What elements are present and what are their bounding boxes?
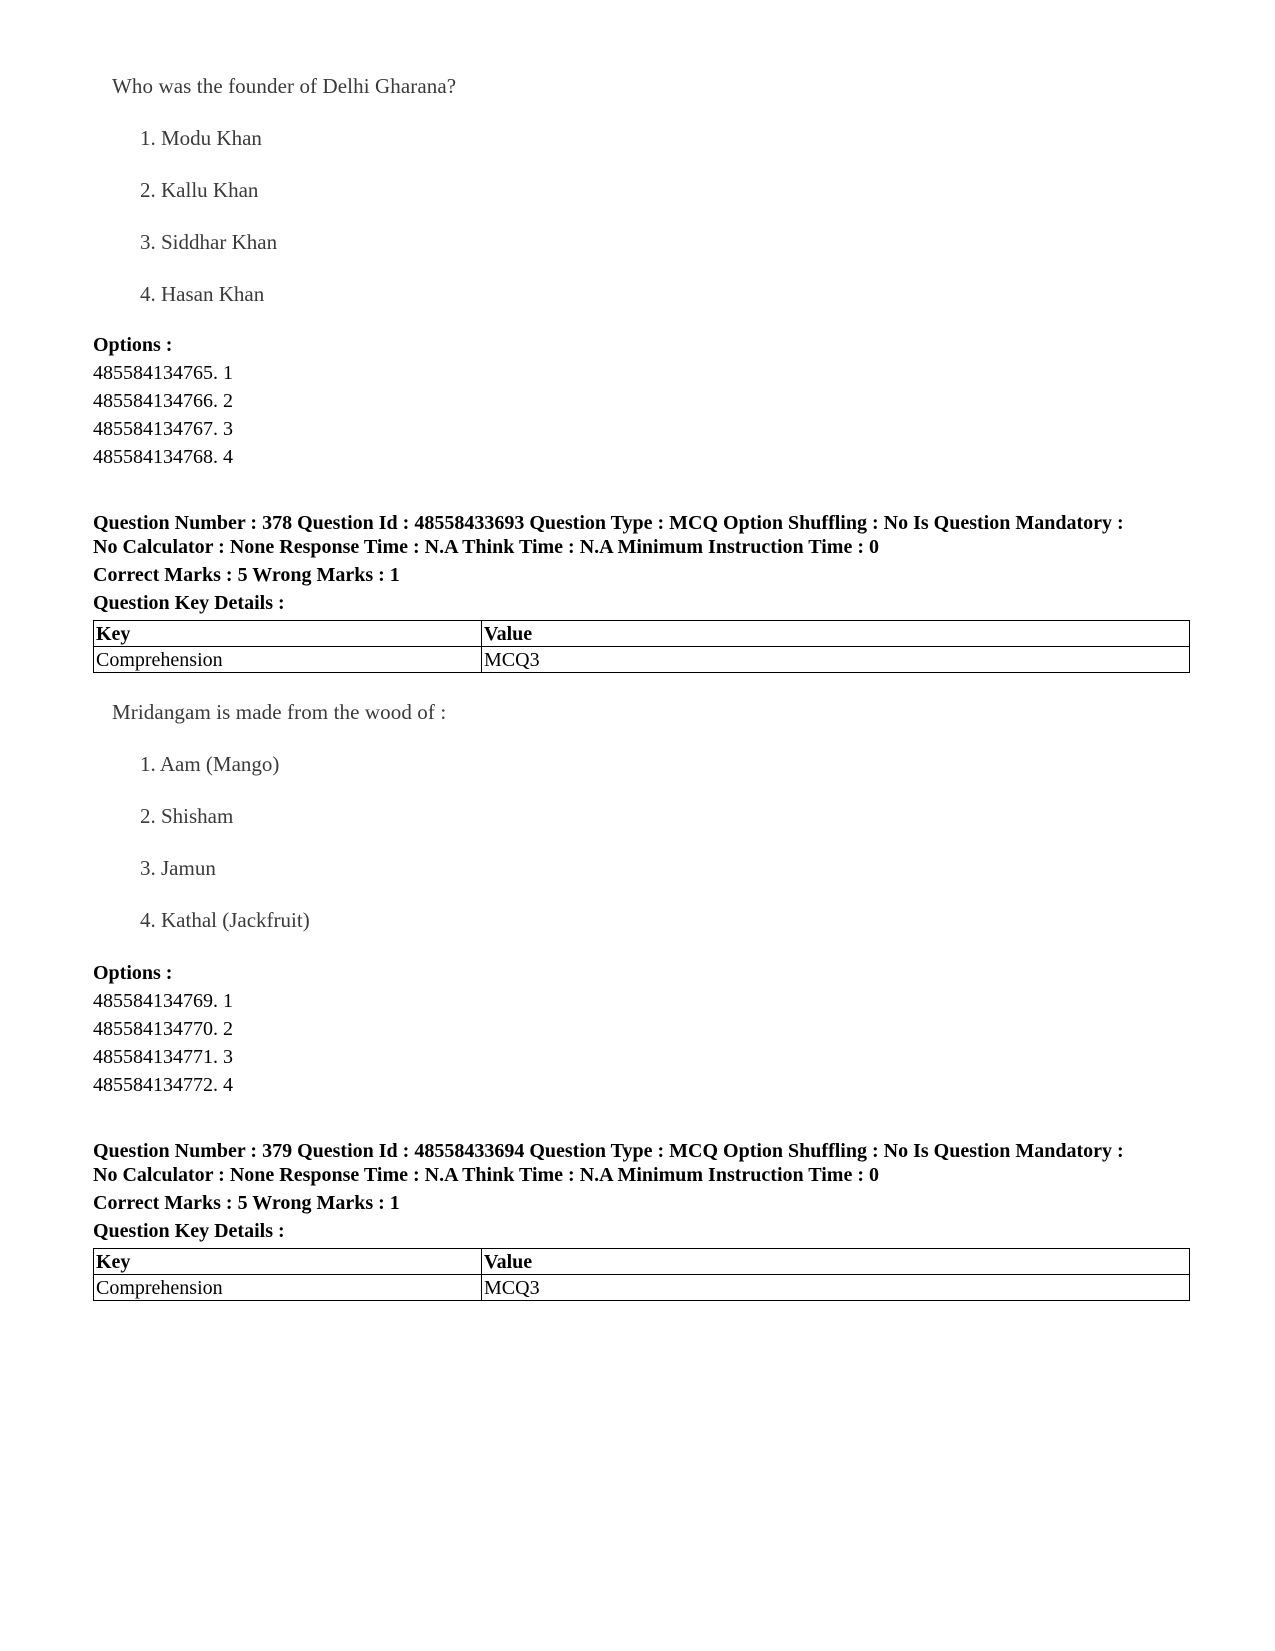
choice-4: 4. Kathal (Jackfruit): [140, 908, 310, 932]
choice-4: 4. Hasan Khan: [140, 282, 265, 306]
table-row: [94, 647, 1190, 673]
question-meta-line-2: No Calculator : None Response Time : N.A Think Time : N.A Minimum Instruction Time : 0: [93, 1164, 879, 1186]
option-line: 485584134769. 1: [93, 990, 233, 1012]
choice-3: 3. Siddhar Khan: [140, 230, 278, 254]
question-meta-line-1: Question Number : 378 Question Id : 48558433693 Question Type : MCQ Option Shuffling : No Is Question Mandatory :: [93, 512, 1124, 534]
choice-1: 1. Modu Khan: [140, 126, 262, 150]
marks-line: Correct Marks : 5 Wrong Marks : 1: [93, 1192, 400, 1214]
question-meta-line-1: Question Number : 379 Question Id : 48558433694 Question Type : MCQ Option Shuffling : No Is Question Mandatory :: [93, 1140, 1124, 1162]
question-meta-line-2: No Calculator : None Response Time : N.A Think Time : N.A Minimum Instruction Time : 0: [93, 536, 879, 558]
choice-1: 1. Aam (Mango): [140, 752, 280, 776]
option-line: 485584134765. 1: [93, 362, 233, 384]
table-header-key: Key: [94, 621, 482, 647]
option-line: 485584134770. 2: [93, 1018, 233, 1040]
options-title: Options :: [93, 334, 173, 356]
table-cell-key: Comprehension: [94, 647, 482, 673]
table-header-value: Value: [482, 621, 1190, 647]
option-line: 485584134768. 4: [93, 446, 233, 468]
table-cell-value: MCQ3: [482, 647, 1190, 673]
option-line: 485584134772. 4: [93, 1074, 233, 1096]
table-cell-value: MCQ3: [482, 1275, 1190, 1301]
choice-3: 3. Jamun: [140, 856, 216, 880]
table-header-row: [94, 1249, 1190, 1275]
choice-2: 2. Shisham: [140, 804, 234, 828]
table-header-row: [94, 621, 1190, 647]
option-line: 485584134771. 3: [93, 1046, 233, 1068]
key-details-title: Question Key Details :: [93, 1220, 285, 1242]
option-line: 485584134767. 3: [93, 418, 233, 440]
key-details-title: Question Key Details :: [93, 592, 285, 614]
table-row: [94, 1275, 1190, 1301]
table-cell-key: Comprehension: [94, 1275, 482, 1301]
option-line: 485584134766. 2: [93, 390, 233, 412]
marks-line: Correct Marks : 5 Wrong Marks : 1: [93, 564, 400, 586]
question-text: Who was the founder of Delhi Gharana?: [112, 74, 457, 98]
table-header-key: Key: [94, 1249, 482, 1275]
table-header-value: Value: [482, 1249, 1190, 1275]
choice-2: 2. Kallu Khan: [140, 178, 259, 202]
options-title: Options :: [93, 962, 173, 984]
question-text: Mridangam is made from the wood of :: [112, 700, 447, 724]
key-details-table: [93, 1248, 1190, 1301]
key-details-table: [93, 620, 1190, 673]
